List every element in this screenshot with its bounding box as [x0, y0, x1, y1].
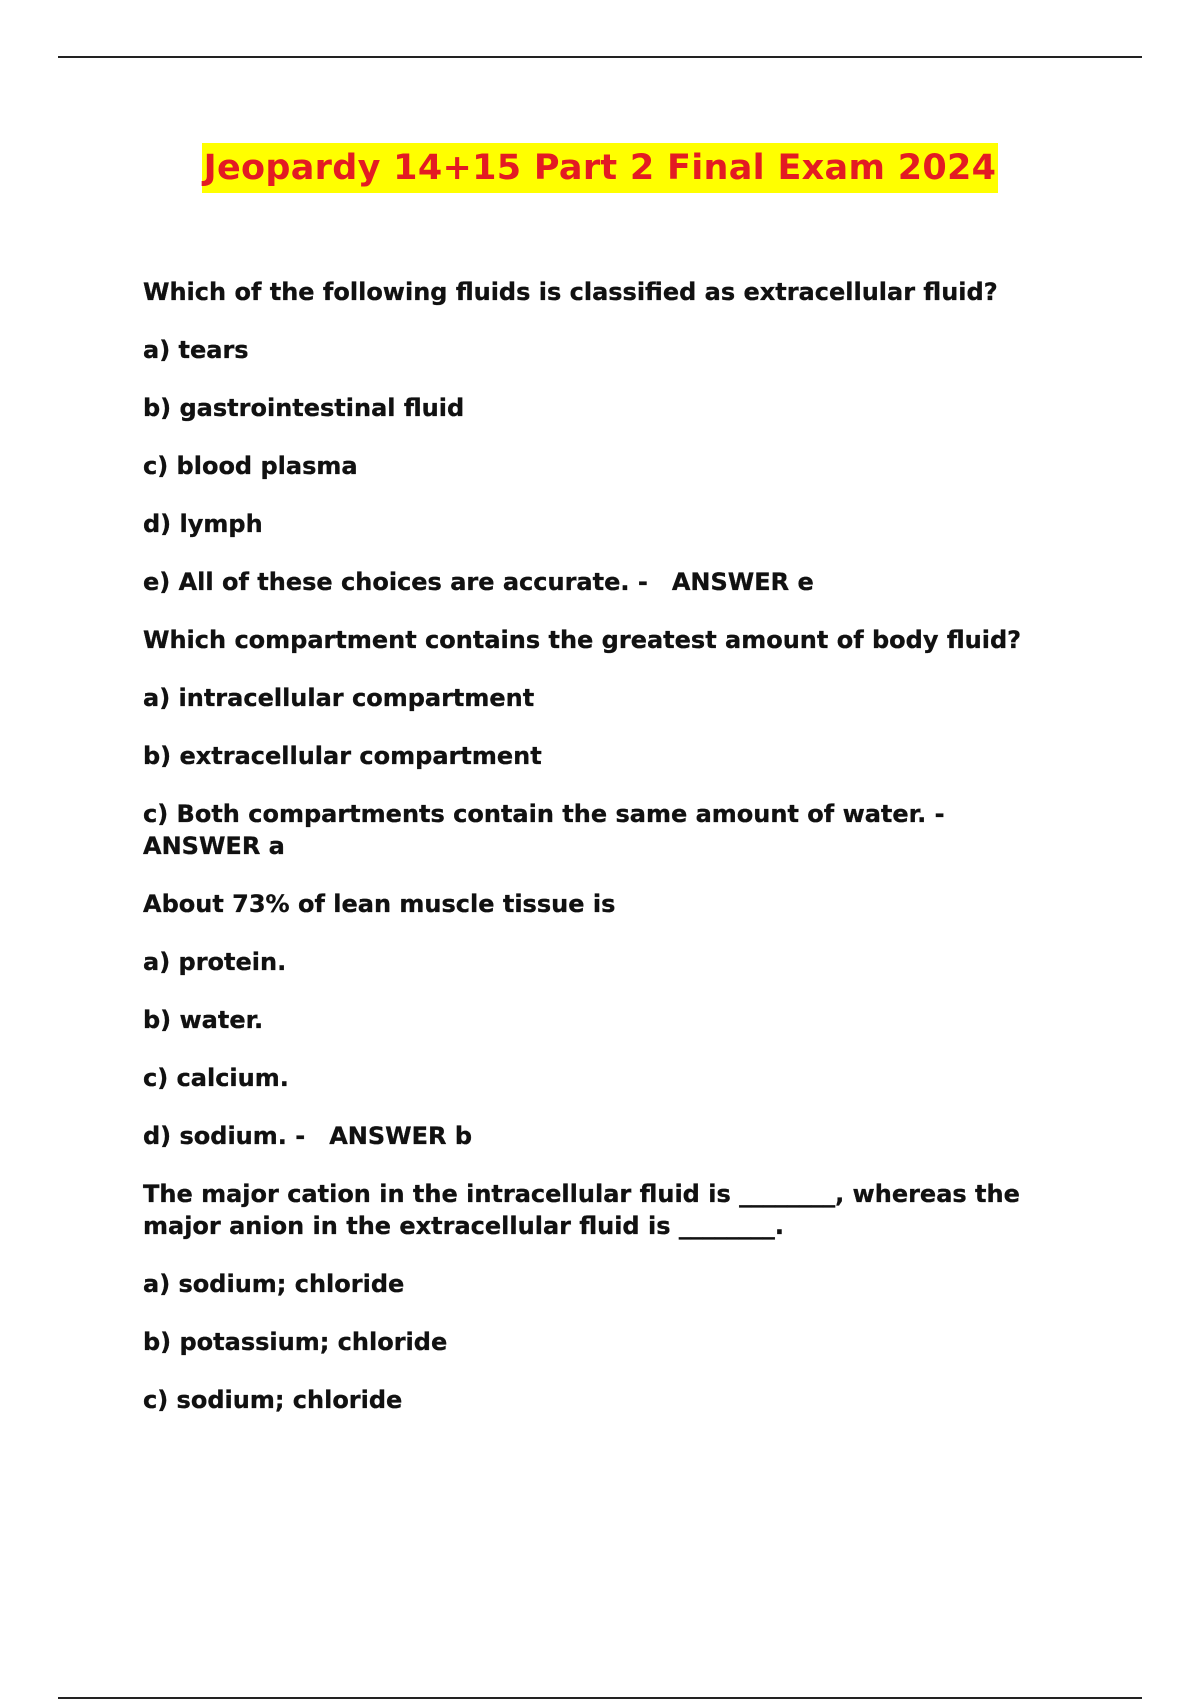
- answer-option: a) tears: [143, 336, 249, 364]
- title-container: [0, 143, 1200, 193]
- answer-option: c) calcium.: [143, 1064, 289, 1092]
- answer-option-with-key: [143, 566, 1043, 598]
- answer-option-with-key: [143, 1120, 1043, 1152]
- answer-key: ANSWER a: [143, 832, 285, 860]
- document-title: Jeopardy 14+15 Part 2 Final Exam 2024: [202, 143, 999, 193]
- question-list: [143, 276, 1043, 1442]
- answer-option: b) gastrointestinal fluid: [143, 394, 465, 422]
- answer-option: b) extracellular compartment: [143, 742, 542, 770]
- answer-option: d) sodium. -: [143, 1122, 306, 1150]
- answer-option: b) potassium; chloride: [143, 1328, 448, 1356]
- answer-option: a) intracellular compartment: [143, 684, 535, 712]
- question-prompt: Which compartment contains the greatest amount of body fluid?: [143, 626, 1022, 654]
- question-prompt: The major cation in the intracellular fluid is ________, whereas the major anion in the extracellular fluid is ________.: [143, 1180, 1020, 1240]
- answer-option: a) protein.: [143, 948, 287, 976]
- answer-option: d) lymph: [143, 510, 263, 538]
- answer-option: c) blood plasma: [143, 452, 358, 480]
- question-prompt: Which of the following fluids is classified as extracellular fluid?: [143, 278, 998, 306]
- answer-option: e) All of these choices are accurate. -: [143, 568, 648, 596]
- answer-option-with-key: [143, 798, 1043, 862]
- question-prompt: About 73% of lean muscle tissue is: [143, 890, 616, 918]
- answer-key: ANSWER e: [671, 568, 814, 596]
- header-rule: [58, 56, 1142, 58]
- answer-key: ANSWER b: [329, 1122, 473, 1150]
- answer-option: a) sodium; chloride: [143, 1270, 405, 1298]
- answer-option: c) sodium; chloride: [143, 1386, 403, 1414]
- answer-option: c) Both compartments contain the same amount of water. -: [143, 800, 945, 828]
- answer-option: b) water.: [143, 1006, 264, 1034]
- footer-rule: [58, 1697, 1142, 1699]
